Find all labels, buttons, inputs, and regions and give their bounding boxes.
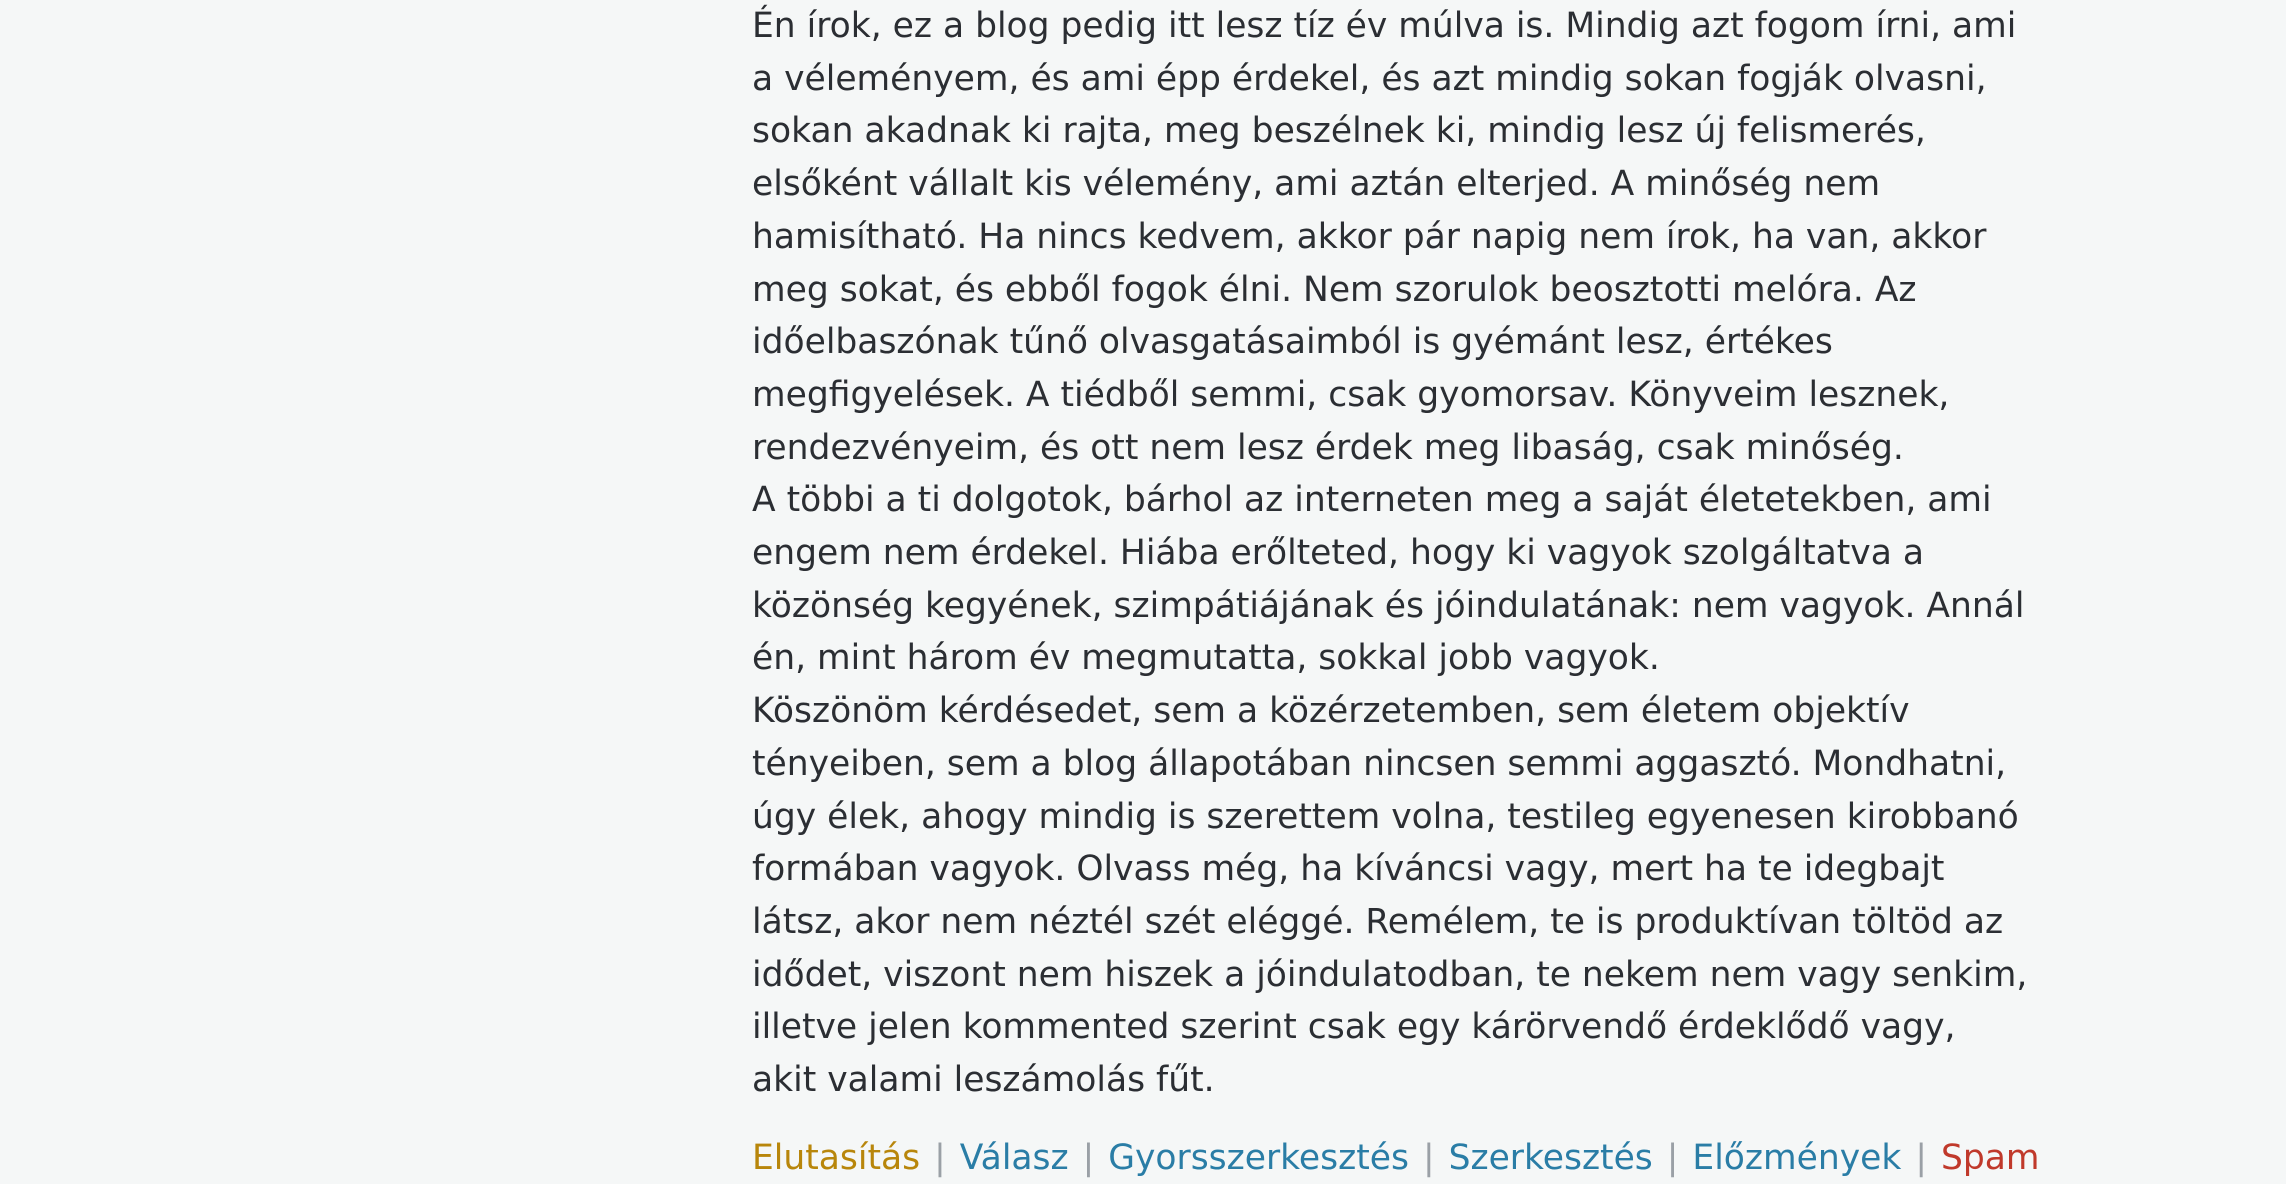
comment-line: megfigyelések. A tiédből semmi, csak gyomorsav. Könyveim lesznek, — [752, 374, 1950, 415]
edit-link[interactable]: Szerkesztés — [1448, 1138, 1653, 1178]
comment-line: én, mint három év megmutatta, sokkal jobb vagyok. — [752, 638, 1660, 679]
comment-line: látsz, akor nem néztél szét eléggé. Remélem, te is produktívan töltöd az — [752, 901, 2004, 942]
comment-line: rendezvényeim, és ott nem lesz érdek meg libaság, csak minőség. — [752, 427, 1904, 468]
action-separator: | — [934, 1138, 946, 1178]
comment-line: idődet, viszont nem hiszek a jóindulatodban, te nekem nem vagy senkim, — [752, 954, 2028, 995]
comment-body — [752, 0, 2042, 1107]
comment-line: illetve jelen kommented szerint csak egy kárörvendő érdeklődő vagy, — [752, 1007, 1956, 1048]
comment-line: A többi a ti dolgotok, bárhol az interneten meg a saját életetekben, ami — [752, 480, 1992, 521]
action-separator: | — [1422, 1138, 1435, 1178]
reject-link[interactable]: Elutasítás — [752, 1138, 921, 1178]
comment-line: elsőként vállalt kis vélemény, ami aztán elterjed. A minőség nem — [752, 164, 1881, 205]
comment-line: engem nem érdekel. Hiába erőlteted, hogy ki vagyok szolgáltatva a — [752, 533, 1924, 574]
quick-edit-link[interactable]: Gyorsszerkesztés — [1108, 1138, 1409, 1178]
action-separator: | — [1082, 1138, 1095, 1178]
comment-line: úgy élek, ahogy mindig is szerettem volna, testileg egyenesen kirobbanó — [752, 796, 2019, 837]
spam-link[interactable]: Spam — [1940, 1138, 2040, 1178]
comment-line: a véleményem, és ami épp érdekel, és azt mindig sokan fogják olvasni, — [752, 58, 1987, 99]
comment-line: meg sokat, és ebből fogok élni. Nem szorulok beosztotti melóra. Az — [752, 269, 1917, 310]
action-separator: | — [1666, 1138, 1679, 1178]
comment-line: akit valami leszámolás fűt. — [752, 1060, 1215, 1101]
action-separator: | — [1915, 1138, 1927, 1178]
comment-line: Köszönöm kérdésedet, sem a közérzetemben, sem életem objektív — [752, 691, 1910, 732]
comment-line: sokan akadnak ki rajta, meg beszélnek ki, mindig lesz új felismerés, — [752, 111, 1926, 152]
comment-line: Én írok, ez a blog pedig itt lesz tíz év múlva is. Mindig azt fogom írni, ami — [752, 6, 2017, 46]
history-link[interactable]: Előzmények — [1692, 1138, 1902, 1178]
comment-line: hamisítható. Ha nincs kedvem, akkor pár napig nem írok, ha van, akkor — [752, 216, 1987, 257]
reply-link[interactable]: Válasz — [959, 1138, 1069, 1178]
comment-line: időelbaszónak tűnő olvasgatásaimból is gyémánt lesz, értékes — [752, 322, 1833, 363]
comment-line: tényeiben, sem a blog állapotában nincsen semmi aggasztó. Mondhatni, — [752, 743, 2007, 784]
comment-line: formában vagyok. Olvass még, ha kíváncsi vagy, mert ha te idegbajt — [752, 849, 1945, 890]
comment-row-actions — [752, 1132, 2040, 1184]
comment-line: közönség kegyének, szimpátiájának és jóindulatának: nem vagyok. Annál — [752, 585, 2025, 626]
